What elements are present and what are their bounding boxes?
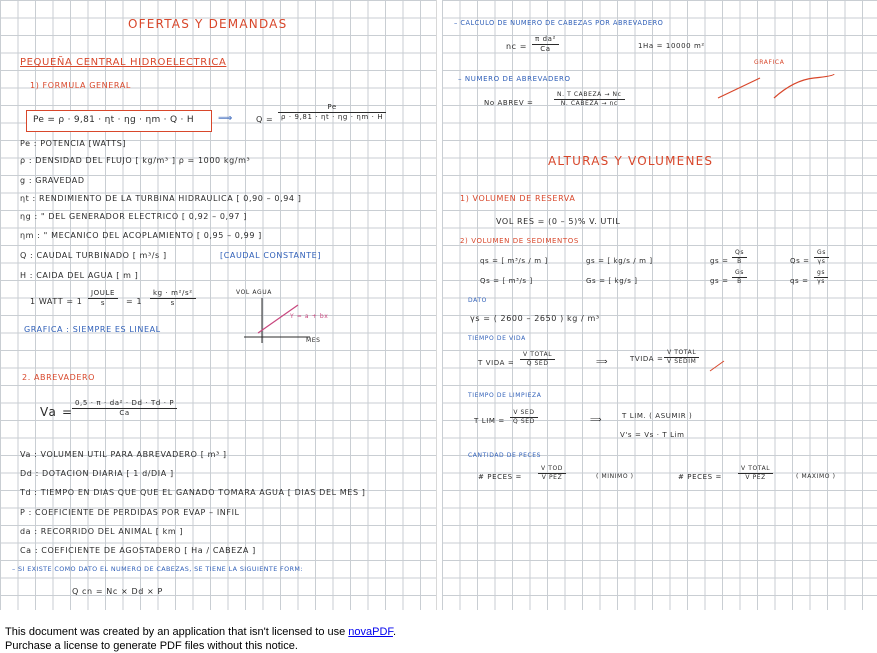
def-p: P : COEFICIENTE DE PERDIDAS POR EVAP – INFIL: [20, 508, 240, 517]
peces-min-den: V PEZ: [541, 474, 563, 481]
qs-frac2-num: gs: [814, 270, 828, 278]
Gs-unit: Gs = [ kg/s ]: [586, 277, 638, 285]
sketch-graph: [0, 0, 436, 610]
qcn-formula: Q cn = Nc × Dd × P: [72, 587, 163, 596]
va-fraction: [72, 400, 177, 417]
gs-frac1-den: B: [737, 258, 742, 265]
def-ca: Ca : COEFICIENTE DE AGOSTADERO [ Ha / CABEZA ]: [20, 546, 256, 555]
def-caida: H : CAIDA DEL AGUA [ m ]: [20, 271, 139, 280]
subsection-general-formula: 1) FORMULA GENERAL: [30, 81, 131, 90]
def-densidad: ρ : DENSIDAD DEL FLUJO [ kg/m³ ] ρ = 1000 kg/m³: [20, 156, 251, 165]
tiempo-limpieza-title: TIEMPO DE LIMPIEZA: [468, 392, 542, 399]
qs-frac2-den: γs: [817, 278, 826, 285]
volumen-sedimentos-title: 2) VOLUMEN DE SEDIMENTOS: [460, 237, 579, 245]
grafica-label: GRAFICA: [754, 59, 785, 66]
tvida2-den: V SEDIM: [667, 358, 697, 365]
implies-arrow: ⟹: [218, 113, 233, 124]
def-eta-m: ηm : " MECANICO DEL ACOPLAMIENTO [ 0,95 – 0,99 ]: [20, 231, 262, 240]
volumen-reserva-title: 1) VOLUMEN DE RESERVA: [460, 194, 576, 203]
notebook-page-right: [442, 0, 877, 610]
note-cabezas: – SI EXISTE COMO DATO EL NUMERO DE CABEZAS, SE TIENE LA SIGUIENTE FORM:: [12, 565, 303, 573]
qs-frac1-num: Gs: [814, 250, 829, 258]
def-gravedad: g : GRAVEDAD: [20, 176, 85, 185]
nab-lhs: No ABREV =: [484, 99, 534, 107]
tvida-den: Q SED: [526, 360, 549, 367]
peces-max-den: V PEZ: [745, 474, 766, 481]
tlim-fraction: [510, 410, 538, 425]
def-eta-g: ηg : " DEL GENERADOR ELECTRICO [ 0,92 – 0,97 ]: [20, 212, 247, 221]
section-abrevadero: 2. ABREVADERO: [22, 373, 96, 382]
tlim-asumir: T LIM. ( ASUMIR ): [622, 412, 693, 420]
peces-min-num: V TOD: [538, 466, 566, 474]
tvida2-fraction: [664, 350, 699, 365]
gs-frac1-num: Qs: [732, 250, 747, 258]
license-notice-line2: Purchase a license to generate PDF files without this notice.: [5, 640, 298, 652]
graph-line-label: Y = a + bx: [290, 313, 329, 320]
peces-max-fraction: [738, 466, 773, 481]
gamma-density: γs = ( 2600 – 2650 ) kg / m³: [470, 314, 600, 323]
def-da: da : RECORRIDO DEL ANIMAL [ km ]: [20, 527, 184, 536]
novapdf-link[interactable]: novaPDF: [348, 626, 393, 638]
tvida-lhs: T VIDA =: [478, 359, 515, 367]
peces-max-lhs: # PECES =: [678, 473, 722, 481]
watt-frac1-num: JOULE: [88, 290, 118, 299]
peces-min-fraction: [538, 466, 566, 481]
va-numerator: 0,5 · π · da² · Dd · Td · P: [72, 400, 177, 409]
watt-eq: = 1: [126, 297, 143, 306]
gs-fraction-2: [732, 270, 747, 285]
q-lhs: Q =: [256, 115, 274, 124]
def-va: Va : VOLUMEN UTIL PARA ABREVADERO [ m³ ]: [20, 450, 227, 459]
nab-denominator: N. CABEZA → nc: [560, 100, 618, 107]
tvida-num: V TOTAL: [520, 352, 555, 360]
main-formula: Pe = ρ · 9,81 · ηt · ηg · ηm · Q · H: [33, 115, 194, 125]
qs-fraction-1: [814, 250, 829, 265]
graph-x-label: MES: [306, 337, 321, 344]
volumen-reserva-formula: VOL RES = (0 – 5)% V. UTIL: [496, 217, 621, 226]
section-title-hydro: PEQUEÑA CENTRAL HIDROELECTRICA: [20, 57, 227, 68]
nab-fraction: [554, 92, 625, 107]
license-notice-line1: [5, 626, 396, 638]
nc-denominator: Ca: [540, 45, 551, 53]
caudal-note: [CAUDAL CONSTANTE]: [220, 251, 322, 260]
calc-cabezas-title: – CALCULO DE NUMERO DE CABEZAS POR ABREVADERO: [454, 19, 664, 27]
page-title: OFERTAS Y DEMANDAS: [128, 17, 288, 31]
def-eta-t: ηt : RENDIMIENTO DE LA TURBINA HIDRAULICA [ 0,90 – 0,94 ]: [20, 194, 302, 203]
dato-label: DATO: [468, 297, 487, 304]
graph-y-label: VOL AGUA: [236, 289, 272, 296]
peces-max-note: ( MAXIMO ): [796, 473, 836, 480]
def-dd: Dd : DOTACION DIARIA [ 1 d/DIA ]: [20, 469, 174, 478]
tvida-arrow: ⟹: [596, 357, 609, 366]
tiempo-vida-title: TIEMPO DE VIDA: [468, 335, 526, 342]
license-notice-period: .: [392, 626, 396, 638]
tlim-arrow: ⟹: [590, 415, 603, 424]
def-potencia: Pe : POTENCIA [WATTS]: [20, 139, 127, 148]
license-notice-text: This document was created by an application that isn't licensed to use: [5, 626, 349, 638]
tlim-num: V SED: [510, 410, 538, 418]
vs-prime-formula: V's = Vs · T Lim: [620, 431, 685, 439]
gs-frac2-den: B: [737, 278, 742, 285]
peces-min-note: ( MINIMO ): [596, 473, 634, 480]
qs-fraction-2: [814, 270, 828, 285]
q-numerator: Pe: [278, 104, 386, 113]
tvida-fraction: [520, 352, 555, 367]
Qs-unit: Qs = [ m³/s ]: [480, 277, 533, 285]
qs-eq-1: Qs =: [790, 257, 810, 265]
gs-eq-2: gs =: [710, 277, 729, 285]
sketch-curves: [442, 0, 877, 610]
def-td: Td : TIEMPO EN DIAS QUE QUE EL GANADO TOMARA AGUA [ DIAS DEL MES ]: [20, 488, 366, 497]
gs-unit: gs = [ kg/s / m ]: [586, 257, 653, 265]
qs-eq-2: qs =: [790, 277, 809, 285]
def-caudal: Q : CAUDAL TURBINADO [ m³/s ]: [20, 251, 167, 260]
num-abrevadero-title: – NUMERO DE ABREVADERO: [458, 75, 571, 83]
hectare-conversion: 1Ha = 10000 m²: [638, 42, 705, 50]
tvida2-lhs: TVIDA =: [630, 355, 664, 363]
va-denominator: Ca: [119, 409, 130, 417]
gs-fraction-1: [732, 250, 747, 265]
notebook-page-left: [0, 0, 437, 610]
tlim-den: Q SED: [513, 418, 535, 425]
watt-lhs: 1 WATT = 1: [30, 297, 83, 306]
va-lhs: Va =: [40, 405, 74, 419]
nc-numerator: π da²: [532, 36, 559, 45]
section-alturas-volumenes: ALTURAS Y VOLUMENES: [548, 154, 714, 168]
peces-max-num: V TOTAL: [738, 466, 773, 474]
watt-frac1-den: s: [100, 299, 106, 307]
cantidad-peces-title: CANTIDAD DE PECES: [468, 452, 542, 459]
gs-eq-1: gs =: [710, 257, 729, 265]
nc-lhs: nc =: [506, 42, 528, 51]
graph-note: GRAFICA : SIEMPRE ES LINEAL: [24, 325, 161, 334]
watt-frac2-num: kg · m²/s²: [150, 290, 196, 299]
nab-numerator: N. T CABEZA → Nc: [554, 92, 625, 100]
tlim-lhs: T LIM =: [474, 417, 505, 425]
tvida2-num: V TOTAL: [664, 350, 699, 358]
qs-frac1-den: γs: [817, 258, 826, 265]
q-denominator: ρ · 9,81 · ηt · ηg · ηm · H: [281, 113, 384, 121]
gs-frac2-num: Gs: [732, 270, 747, 278]
watt-frac2-den: s: [170, 299, 175, 307]
peces-min-lhs: # PECES =: [478, 473, 522, 481]
qs-unit: qs = [ m³/s / m ]: [480, 257, 548, 265]
